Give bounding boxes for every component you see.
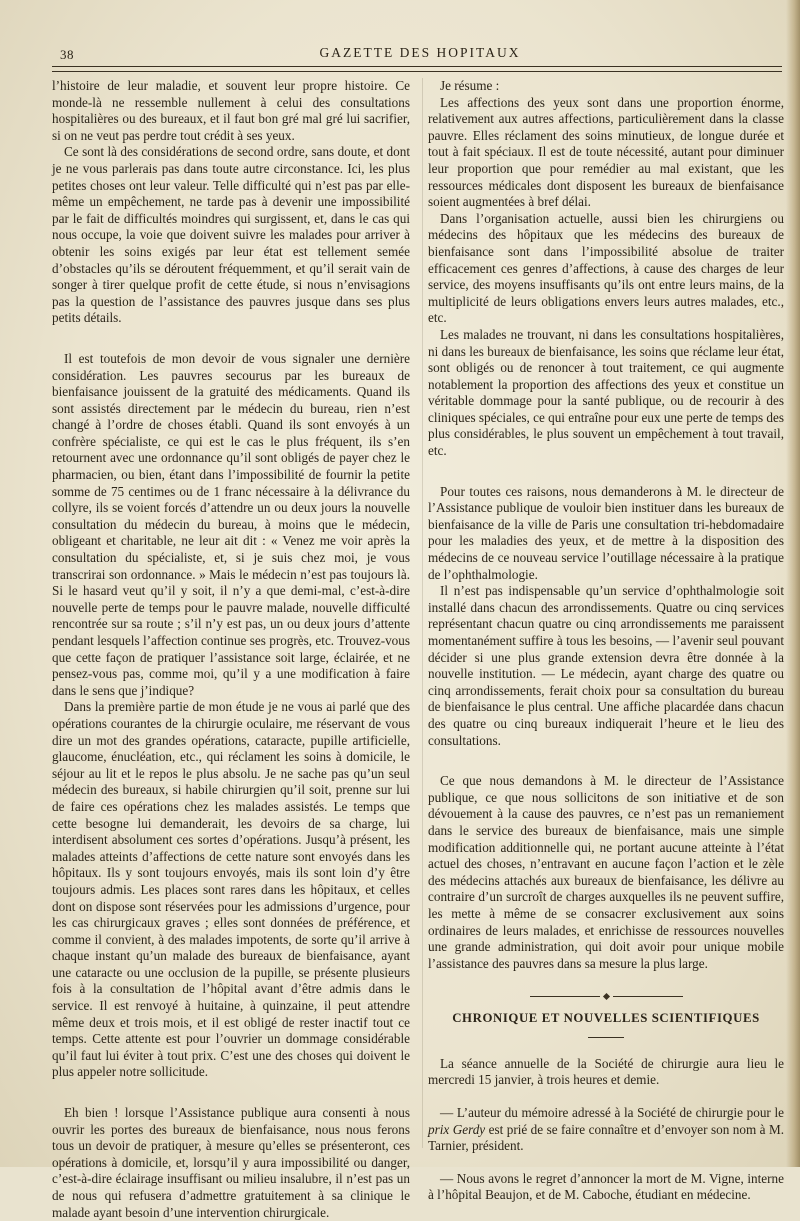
- page-number: 38: [60, 47, 74, 62]
- paragraph: Ce que nous demandons à M. le directeur de l’Assistance publique, ce que nous sollicitons de son initiative et de son dévouement à la cause des pauvres, ce n’est pas un remaniement dans le service des bureaux de bienfaisance, mais une simple modification additionnelle qui, ne portant aucune atteinte à l’état actuel des choses, n’entravant en aucune façon l’action et le zèle des médecins attachés aux bureaux de bienfaisance, les délivre au contraire d’un surcroît de charges auxquelles ils ne peuvent suffire, les mette à même de se consacrer exclusivement aux soins ordinaires de leurs malades, et enrichisse de ressources nouvelles une grande administration, qui doit avoir pour unique mobile l’assistance des pauvres dans sa mesure la plus large.: [428, 773, 784, 971]
- right-column: [428, 78, 784, 1204]
- paragraph: Dans la première partie de mon étude je ne vous ai parlé que des opérations courantes de la chirurgie oculaire, me réservant de vous dire un mot des grandes opérations, cataracte, pupille artificielle, glaucome, énucléation, etc., qui réclament les soins à domicile, le séjour au lit et le repos le plus absolu. Je ne sache pas qu’un seul médecin des bureaux, si habile chirurgien qu’il soit, prenne sur lui de faire ces opérations chez les malades assistés. Le temps que cette besogne lui demanderait, les devoirs de sa charge, lui interdisent absolument ces sortes d’opérations. Jusqu’à présent, les malades atteints d’affections de cette nature sont envoyés dans les hôpitaux. Ils y sont toujours envoyés, mais ils sont loin d’y être toujours admis. Les places sont rares dans les hôpitaux, et celles dont on dispose sont réservées pour les admissions d’urgence, pour les cas chirurgicaux graves ; elles sont données de préférence, et comme il convient, à des malades impotents, de sorte qu’il arrive à chaque instant qu’un malade des bureaux de bienfaisance, ayant une cataracte ou une occlusion de la pupille, se présente plusieurs fois à la consultation de l’hôpital avant d’être admis dans le service. Il est renvoyé à huitaine, à quinzaine, il peut attendre même deux et trois mois, et il est obligé de rester inactif tout ce temps. Cette attente est pour l’ouvrier un dommage considérable qu’il faut lui éviter à tout prix. C’est une des choses qui doivent le plus appeler notre sollicitude.: [52, 699, 410, 1080]
- paragraph: Les affections des yeux sont dans une proportion énorme, relativement aux autres affections, particulièrement dans la classe pauvre. Elles réclament des soins minutieux, de longue durée et tout à fait spéciaux. Il est de toute nécessité, autant pour diminuer leur proportion que pour remédier au mal existant, que les ressources médicales dont disposent les bureaux de bienfaisance soient augmentées à bref délai.: [428, 94, 784, 210]
- section-heading: CHRONIQUE ET NOUVELLES SCIENTIFIQUES: [452, 1011, 760, 1026]
- paragraph: Dans l’organisation actuelle, aussi bien les chirurgiens ou médecins des hôpitaux que les médecins des bureaux de bienfaisance sont dans l’impossibilité absolue de traiter efficacement ces genres d’affections, à cause des charges de leur service, des moyens insuffisants qu’ils ont entre leurs mains, de la multiplicité de leurs obligations envers leurs autres malades, etc., etc.: [428, 210, 784, 326]
- prize-name: prix Gerdy: [428, 1121, 486, 1137]
- diamond-ornament-icon: [602, 993, 609, 1000]
- page-edge-shadow: [786, 0, 800, 1167]
- news-item: La séance annuelle de la Société de chirurgie aura lieu le mercredi 15 janvier, à trois heures et demie.: [428, 1055, 784, 1088]
- paragraph: l’histoire de leur maladie, et souvent leur propre histoire. Ce monde-là ne ressemble nullement à celui des consultations hospitalières ou des bureaux, et il faut bon gré mal gré lui sacrifier, si on ne veut pas perdre tout crédit à ses yeux.: [52, 78, 410, 143]
- header-rule-thin: [52, 66, 782, 67]
- header-rule-thick: [52, 71, 782, 72]
- paragraph: Pour toutes ces raisons, nous demanderons à M. le directeur de l’Assistance publique de vouloir bien instituer dans les bureaux de bienfaisance de la ville de Paris une consultation tri-hebdomadaire pour les maladies des yeux, et de mettre à la disposition des médecins de ce nouveau service l’outillage nécessaire à la pratique de l’ophthalmologie.: [428, 483, 784, 582]
- heading-rule: [588, 1037, 624, 1038]
- column-divider: [422, 78, 423, 1148]
- paragraph: Ce sont là des considérations de second ordre, sans doute, et dont je ne vous parlerais pas dans toute autre circonstance. Ici, les plus petites choses ont leur valeur. Telle difficulté qui n’est pas par elle-même un empêchement, ne tarde pas à devenir une impossibilité par le fait de difficultés moindres qui surgissent, et, dans le cas qui nous occupe, la voie que doivent suivre les malades pour arriver à obtenir les soins exigés par leur état est tellement semée d’obstacles qu’ils se déroutent fréquemment, et qu’il serait vain de songer à tirer quelque profit de cette étude, si nous n’envisagions pas la question de l’assistance des pauvres jusque dans ses plus petits détails.: [52, 144, 410, 326]
- paragraph: Il est toutefois de mon devoir de vous signaler une dernière considération. Les pauvres secourus par les bureaux de bienfaisance jouissent de la gratuité des médicaments. Quand ils sont assistés directement par le médecin du bureau, rien n’est changé à l’ordre de choses établi. Quand ils sont envoyés à un confrère spécialiste, ce qui est le cas le plus fréquent, ils s’en retournent avec une ordonnance qu’il sont obligés de payer chez le pharmacien, ou bien, étant dans l’impossibilité de fournir la petite somme de 75 centimes ou de 1 franc nécessaire à la délivrance du collyre, ils se voient forcés d’attendre un ou deux jours la nouvelle consultation du médecin du bureau, à moins que le médecin, obligeant et charitable, ne leur ait dit : « Venez me voir après la consultation du spécialiste, et, si je suis chez moi, je vous transcrirai son ordonnance. » Mais le médecin n’est pas toujours là. Si le hasard veut qu’il y soit, il n’y a que demi-mal, c’est-à-dire nouvelle perte de temps pour le pauvre malade, nouvelle difficulté rencontrée sur sa route ; s’il n’y est pas, un ou deux jours d’attente pendant lesquels l’affection continue ses progrès, etc. Trouvez-vous que cette façon de pratiquer l’assistance soit large, éclairée, et ne pensez-vous pas, comme moi, qu’il y a une modification à faire dans le sens que j’indique?: [52, 350, 410, 698]
- news-item: — Nous avons le regret d’annoncer la mort de M. Vigne, interne à l’hôpital Beaujon, et de M. Caboche, étudiant en médecine.: [428, 1170, 784, 1203]
- journal-title: GAZETTE DES HOPITAUX: [319, 45, 521, 60]
- paragraph: Il n’est pas indispensable qu’un service d’ophthalmologie soit installé dans chacun des arrondissements. Quatre ou cinq services représentant chacun quatre ou cinq arrondissements me paraissent momentanément suffire à tous les besoins, — l’avenir seul pouvant décider si une plus grande extension devra être donnée à la nouvelle institution. — Le médecin, ayant charge des quatre ou cinq arrondissements, ferait choix pour sa consultation du bureau de bienfaisance le plus central. Une affiche placardée dans chacun des quatre ou cinq bureaux indiquerait l’heure et le lieu des consultations.: [428, 583, 784, 748]
- paragraph: Eh bien ! lorsque l’Assistance publique aura consenti à nous ouvrir les portes des bureaux de bienfaisance, nous nous ferons tous un devoir de pratiquer, à mesure qu’elles se présenteront, ces opérations à domicile, et, lorsqu’il y aura impossibilité ou danger, c’est-à-dire éclairage insuffisant ou milieu insalubre, il n’est pas un de nous qui refusera d’admettre gratuitement à sa clinique le malade ayant besoin d’une intervention chirurgicale.: [52, 1105, 410, 1220]
- paragraph: Les malades ne trouvant, ni dans les consultations hospitalières, ni dans les bureaux de bienfaisance, les soins que réclame leur état, sont obligés ou de renoncer à tout traitement, ce qui augmente notablement la proportion des affections des yeux et constitue un véritable dommage pour la santé publique, ou de recourir à des cliniques spéciales, ce qui entraîne pour eux une perte de temps des plus considérables, le plus souvent un empêchement à tout travail, etc.: [428, 326, 784, 459]
- news-item: — L’auteur du mémoire adressé à la Société de chirurgie pour le prix Gerdy est prié de se faire connaître et d’envoyer son nom à M. Tarnier, président.: [428, 1105, 784, 1154]
- section-divider-ornament: [428, 988, 784, 1004]
- resume-label: Je résume :: [440, 78, 500, 93]
- left-column: [52, 78, 410, 1221]
